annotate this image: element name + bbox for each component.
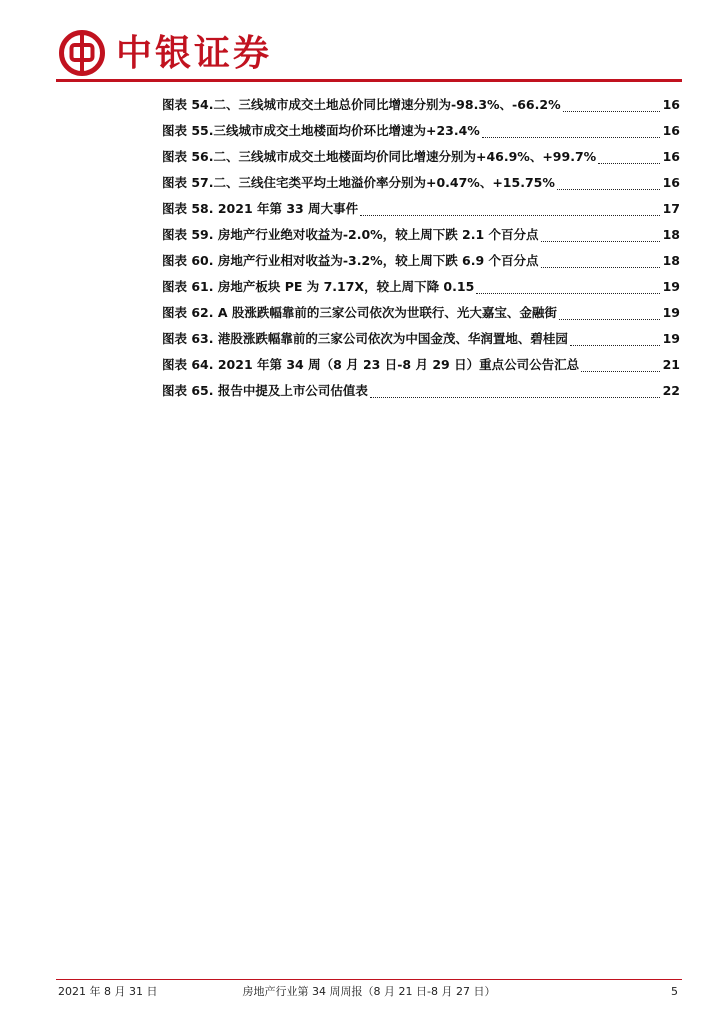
toc-entry[interactable] xyxy=(162,352,680,378)
toc-dot-leader xyxy=(541,265,660,268)
toc-entry[interactable] xyxy=(162,300,680,326)
page-header xyxy=(0,0,724,90)
toc-entry-page: 16 xyxy=(662,97,680,112)
toc-entry[interactable] xyxy=(162,92,680,118)
toc-entry-page: 19 xyxy=(662,279,680,294)
toc-entry-page: 16 xyxy=(662,175,680,190)
page-footer xyxy=(56,984,682,1000)
toc-entry[interactable] xyxy=(162,170,680,196)
toc-entry[interactable] xyxy=(162,326,680,352)
toc-entry-page: 18 xyxy=(662,227,680,242)
toc-entry-page: 16 xyxy=(662,149,680,164)
toc-dot-leader xyxy=(581,369,660,372)
toc-entry-page: 19 xyxy=(662,331,680,346)
toc-entry-page: 19 xyxy=(662,305,680,320)
toc-dot-leader xyxy=(563,109,660,112)
bank-of-china-logo-icon xyxy=(58,29,106,77)
toc-entry-page: 18 xyxy=(662,253,680,268)
toc-dot-leader xyxy=(541,239,660,242)
toc-dot-leader xyxy=(598,161,659,164)
toc-entry[interactable] xyxy=(162,118,680,144)
toc-entry-title: 图表 57.二、三线住宅类平均土地溢价率分别为+0.47%、+15.75% xyxy=(162,175,555,190)
toc-entry-title: 图表 54.二、三线城市成交土地总价同比增速分别为-98.3%、-66.2% xyxy=(162,97,561,112)
brand-name: 中银证券 xyxy=(116,32,273,74)
toc-entry[interactable] xyxy=(162,378,680,404)
footer-report-title: 房地产行业第 34 周周报（8 月 21 日-8 月 27 日） xyxy=(242,985,496,998)
toc-dot-leader xyxy=(559,317,660,320)
header-divider xyxy=(56,79,682,82)
toc-entry-title: 图表 64. 2021 年第 34 周（8 月 23 日-8 月 29 日）重点公司公告汇总 xyxy=(162,357,580,372)
toc-dot-leader xyxy=(557,187,660,190)
toc-entry-page: 17 xyxy=(662,201,680,216)
toc-entry-title: 图表 55.三线城市成交土地楼面均价环比增速为+23.4% xyxy=(162,123,480,138)
toc-entry-title: 图表 63. 港股涨跌幅靠前的三家公司依次为中国金茂、华润置地、碧桂园 xyxy=(162,331,568,346)
toc-entry-title: 图表 59. 房地产行业绝对收益为-2.0%，较上周下跌 2.1 个百分点 xyxy=(162,227,539,242)
toc-dot-leader xyxy=(570,343,660,346)
toc-dot-leader xyxy=(476,291,659,294)
toc-entry-page: 21 xyxy=(662,357,680,372)
toc-entry[interactable] xyxy=(162,274,680,300)
toc-dot-leader xyxy=(370,395,660,398)
toc-dot-leader xyxy=(482,135,660,138)
table-of-contents-figures xyxy=(162,92,680,404)
toc-entry-page: 16 xyxy=(662,123,680,138)
footer-page-number: 5 xyxy=(671,985,678,998)
footer-divider xyxy=(56,979,682,980)
toc-entry[interactable] xyxy=(162,248,680,274)
toc-entry[interactable] xyxy=(162,222,680,248)
toc-entry-title: 图表 62. A 股涨跌幅靠前的三家公司依次为世联行、光大嘉宝、金融街 xyxy=(162,305,557,320)
toc-entry-title: 图表 61. 房地产板块 PE 为 7.17X，较上周下降 0.15 xyxy=(162,279,475,294)
toc-entry-title: 图表 56.二、三线城市成交土地楼面均价同比增速分别为+46.9%、+99.7% xyxy=(162,149,597,164)
toc-entry-title: 图表 60. 房地产行业相对收益为-3.2%，较上周下跌 6.9 个百分点 xyxy=(162,253,539,268)
toc-dot-leader xyxy=(360,213,660,216)
toc-entry-title: 图表 65. 报告中提及上市公司估值表 xyxy=(162,383,368,398)
toc-entry-page: 22 xyxy=(662,383,680,398)
footer-date: 2021 年 8 月 31 日 xyxy=(58,985,158,998)
toc-entry[interactable] xyxy=(162,196,680,222)
toc-entry[interactable] xyxy=(162,144,680,170)
toc-entry-title: 图表 58. 2021 年第 33 周大事件 xyxy=(162,201,359,216)
